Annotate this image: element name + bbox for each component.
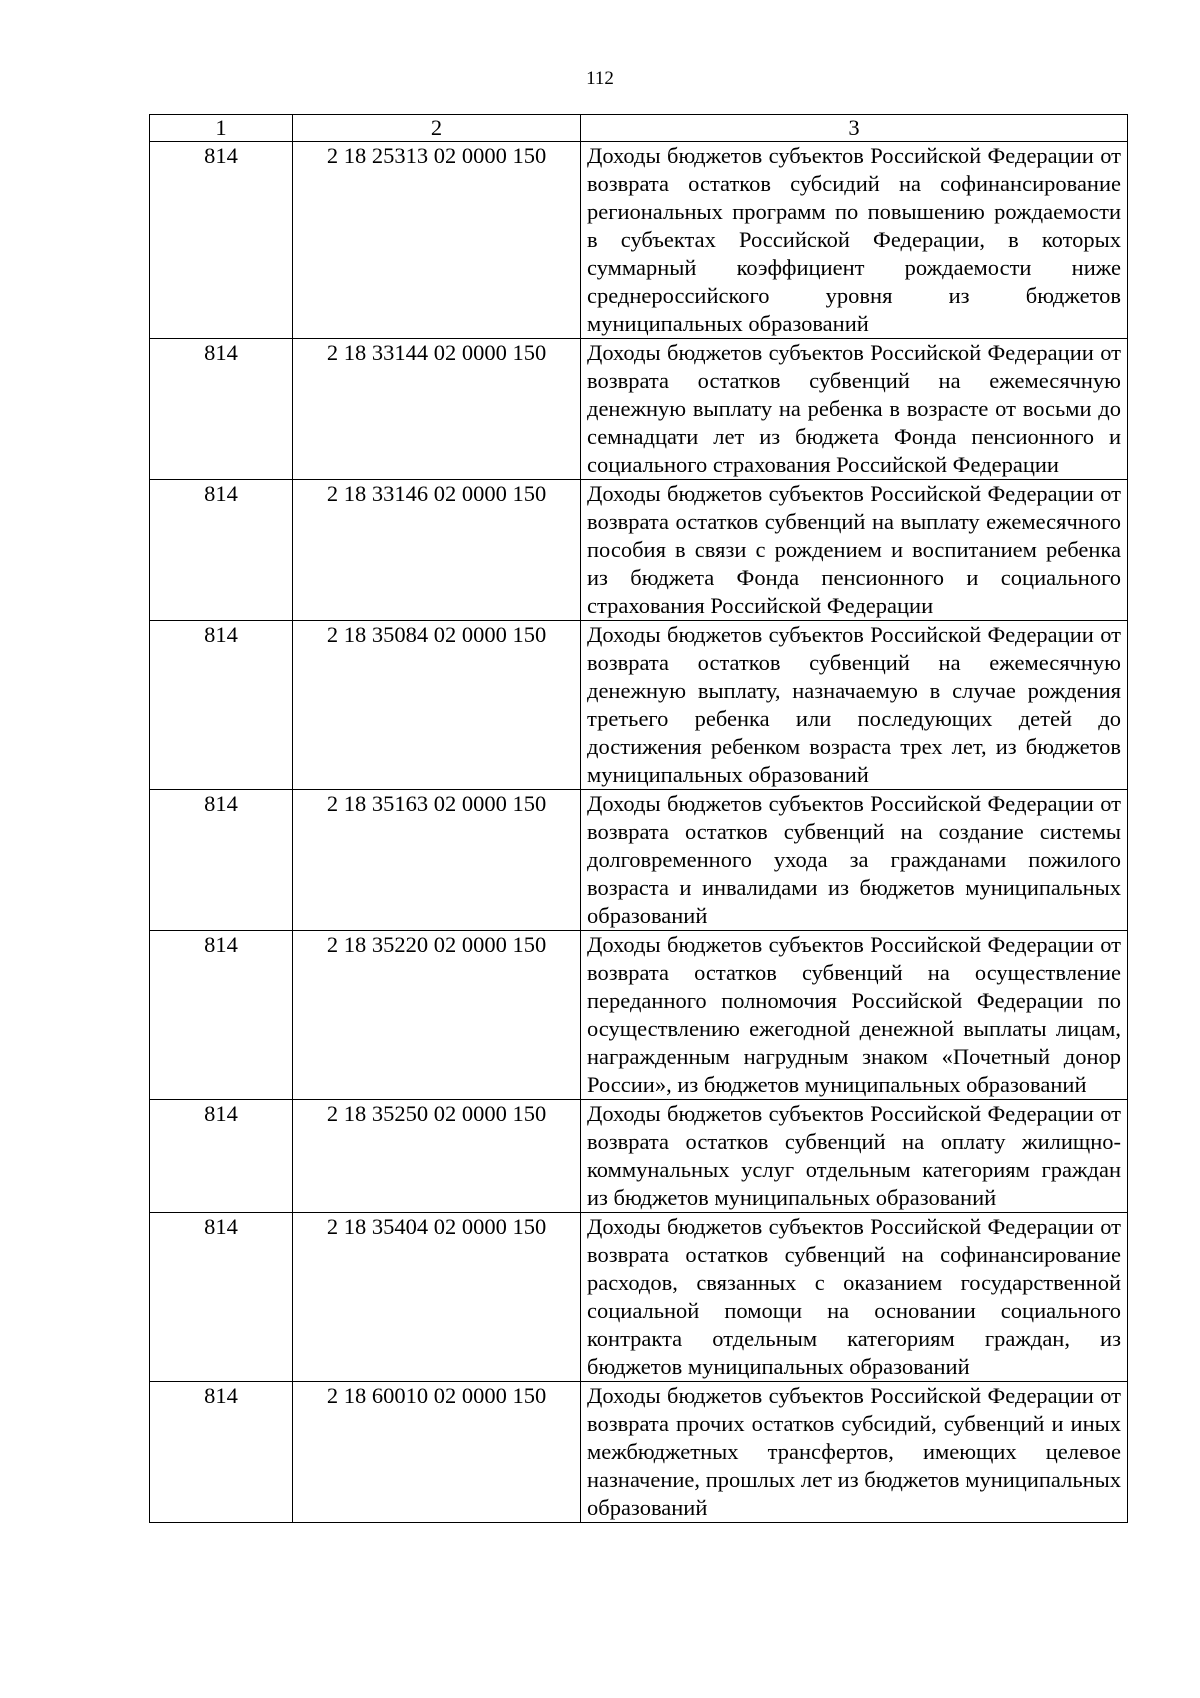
description-cell: Доходы бюджетов субъектов Российской Федерации от возврата остатков субвенций на создание системы долговременного ухода за гражданами пожилого возраста и инвалидами из бюджетов муниципальных образований	[581, 790, 1128, 931]
description-cell: Доходы бюджетов субъектов Российской Федерации от возврата остатков субвенций на софинансирование расходов, связанных с оказанием государственной социальной помощи на основании социального контракта отдельным категориям граждан, из бюджетов муниципальных образований	[581, 1213, 1128, 1382]
admin-code-cell: 814	[150, 142, 293, 339]
admin-code-cell: 814	[150, 931, 293, 1100]
header-col-1: 1	[150, 115, 293, 142]
admin-code-cell: 814	[150, 480, 293, 621]
table-row	[150, 621, 1128, 790]
table-row	[150, 1382, 1128, 1523]
description-cell: Доходы бюджетов субъектов Российской Федерации от возврата остатков субвенций на ежемесячную денежную выплату на ребенка в возрасте от восьми до семнадцати лет из бюджета Фонда пенсионного и социального страхования Российской Федерации	[581, 339, 1128, 480]
budget-revenue-table	[149, 114, 1128, 1523]
admin-code-cell: 814	[150, 1382, 293, 1523]
table-row	[150, 480, 1128, 621]
table-row	[150, 339, 1128, 480]
table-body	[150, 115, 1128, 1523]
admin-code-cell: 814	[150, 1100, 293, 1213]
budget-code-cell: 2 18 35163 02 0000 150	[293, 790, 581, 931]
header-col-2: 2	[293, 115, 581, 142]
header-col-3: 3	[581, 115, 1128, 142]
table-row	[150, 931, 1128, 1100]
page-number: 112	[586, 68, 614, 89]
table-row	[150, 1100, 1128, 1213]
table-row	[150, 142, 1128, 339]
budget-code-cell: 2 18 35084 02 0000 150	[293, 621, 581, 790]
description-cell: Доходы бюджетов субъектов Российской Федерации от возврата прочих остатков субсидий, субвенций и иных межбюджетных трансфертов, имеющих целевое назначение, прошлых лет из бюджетов муниципальных образований	[581, 1382, 1128, 1523]
table-header-row	[150, 115, 1128, 142]
description-cell: Доходы бюджетов субъектов Российской Федерации от возврата остатков субвенций на осуществление переданного полномочия Российской Федерации по осуществлению ежегодной денежной выплаты лицам, награжденным нагрудным знаком «Почетный донор России», из бюджетов муниципальных образований	[581, 931, 1128, 1100]
admin-code-cell: 814	[150, 339, 293, 480]
admin-code-cell: 814	[150, 1213, 293, 1382]
description-cell: Доходы бюджетов субъектов Российской Федерации от возврата остатков субвенций на ежемесячную денежную выплату, назначаемую в случае рождения третьего ребенка или последующих детей до достижения ребенком возраста трех лет, из бюджетов муниципальных образований	[581, 621, 1128, 790]
budget-code-cell: 2 18 35220 02 0000 150	[293, 931, 581, 1100]
budget-code-cell: 2 18 60010 02 0000 150	[293, 1382, 581, 1523]
description-cell: Доходы бюджетов субъектов Российской Федерации от возврата остатков субсидий на софинансирование региональных программ по повышению рождаемости в субъектах Российской Федерации, в которых суммарный коэффициент рождаемости ниже среднероссийского уровня из бюджетов муниципальных образований	[581, 142, 1128, 339]
admin-code-cell: 814	[150, 790, 293, 931]
budget-code-cell: 2 18 35404 02 0000 150	[293, 1213, 581, 1382]
budget-code-cell: 2 18 35250 02 0000 150	[293, 1100, 581, 1213]
budget-code-cell: 2 18 25313 02 0000 150	[293, 142, 581, 339]
description-cell: Доходы бюджетов субъектов Российской Федерации от возврата остатков субвенций на оплату жилищно-коммунальных услуг отдельным категориям граждан из бюджетов муниципальных образований	[581, 1100, 1128, 1213]
table-row	[150, 790, 1128, 931]
budget-code-cell: 2 18 33146 02 0000 150	[293, 480, 581, 621]
table-row	[150, 1213, 1128, 1382]
description-cell: Доходы бюджетов субъектов Российской Федерации от возврата остатков субвенций на выплату ежемесячного пособия в связи с рождением и воспитанием ребенка из бюджета Фонда пенсионного и социального страхования Российской Федерации	[581, 480, 1128, 621]
budget-code-cell: 2 18 33144 02 0000 150	[293, 339, 581, 480]
admin-code-cell: 814	[150, 621, 293, 790]
